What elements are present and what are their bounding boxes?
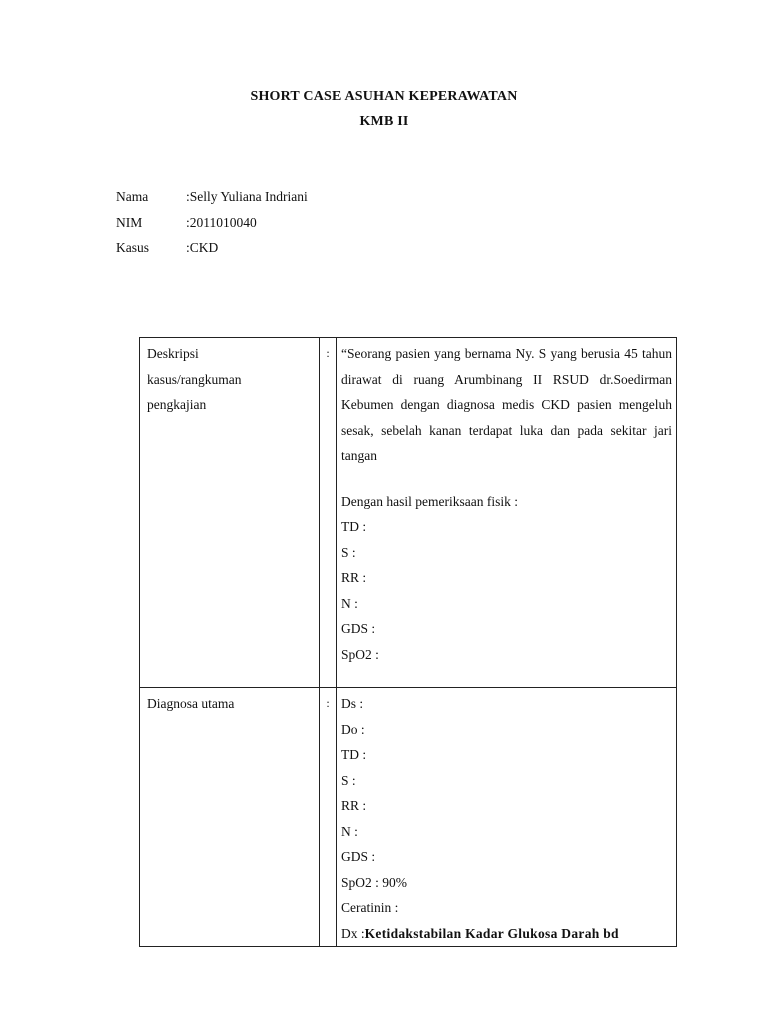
exam-item-s: S : [341, 544, 356, 560]
info-value-kasus: :CKD [186, 240, 219, 255]
diagnosa-item-rr: RR : [341, 798, 367, 813]
info-value-nama: :Selly Yuliana Indriani [186, 189, 308, 204]
info-row-nama [116, 189, 308, 215]
info-label-nama: Nama [116, 189, 149, 204]
deskripsi-colon: : [320, 338, 337, 688]
info-label-nim: NIM [116, 214, 143, 230]
student-info [116, 189, 308, 266]
exam-item-spo2: SpO2 : [341, 646, 379, 662]
document-subtitle: KMB II [359, 114, 409, 129]
table-row-deskripsi [140, 338, 677, 688]
diagnosa-item-spo2: SpO2 : 90% [341, 874, 408, 890]
dx-diagnosis: Ketidakstabilan Kadar Glukosa Darah bd [364, 925, 619, 941]
case-description: “Seorang pasien yang bernama Ny. S yang berusia 45 tahun dirawat di ruang Arumbinang II RSUD dr.Soedirman Kebumen dengan diagnosa medis CKD pasien mengeluh sesak, sebelah kanan terdapat luka dan pada sekitar jari tangan [341, 346, 672, 463]
exam-item-gds: GDS : [341, 621, 376, 636]
diagnosa-item-ceratinin: Ceratinin : [341, 900, 399, 915]
diagnosa-dx-line [341, 921, 672, 947]
dx-prefix: Dx : [341, 925, 365, 941]
spacer [341, 469, 672, 489]
deskripsi-label-cell [140, 338, 320, 688]
diagnosa-item-td: TD : [341, 747, 367, 762]
info-row-kasus [116, 240, 308, 266]
info-label-kasus: Kasus [116, 240, 149, 255]
diagnosa-item-ds: Ds : [341, 696, 364, 711]
info-value-nim: :2011010040 [186, 214, 257, 230]
deskripsi-value-cell [337, 338, 677, 688]
document-title: SHORT CASE ASUHAN KEPERAWATAN [250, 89, 518, 104]
deskripsi-label-line: pengkajian [147, 397, 207, 412]
diagnosa-value-cell [337, 688, 677, 947]
exam-heading: Dengan hasil pemeriksaan fisik : [341, 493, 518, 509]
deskripsi-label-line: kasus/rangkuman [147, 371, 242, 387]
deskripsi-label-line: Deskripsi [147, 346, 199, 361]
exam-item-td: TD : [341, 519, 367, 534]
exam-item-rr: RR : [341, 570, 367, 585]
diagnosa-item-s: S : [341, 772, 356, 788]
info-row-nim [116, 215, 308, 241]
diagnosa-item-gds: GDS : [341, 849, 376, 864]
diagnosa-item-n: N : [341, 823, 358, 839]
diagnosa-label-cell: Diagnosa utama [140, 688, 320, 947]
table-row-diagnosa [140, 688, 677, 947]
case-table [139, 337, 677, 947]
exam-item-n: N : [341, 595, 358, 611]
diagnosa-item-do: Do : [341, 721, 365, 737]
diagnosa-colon: : [320, 688, 337, 947]
